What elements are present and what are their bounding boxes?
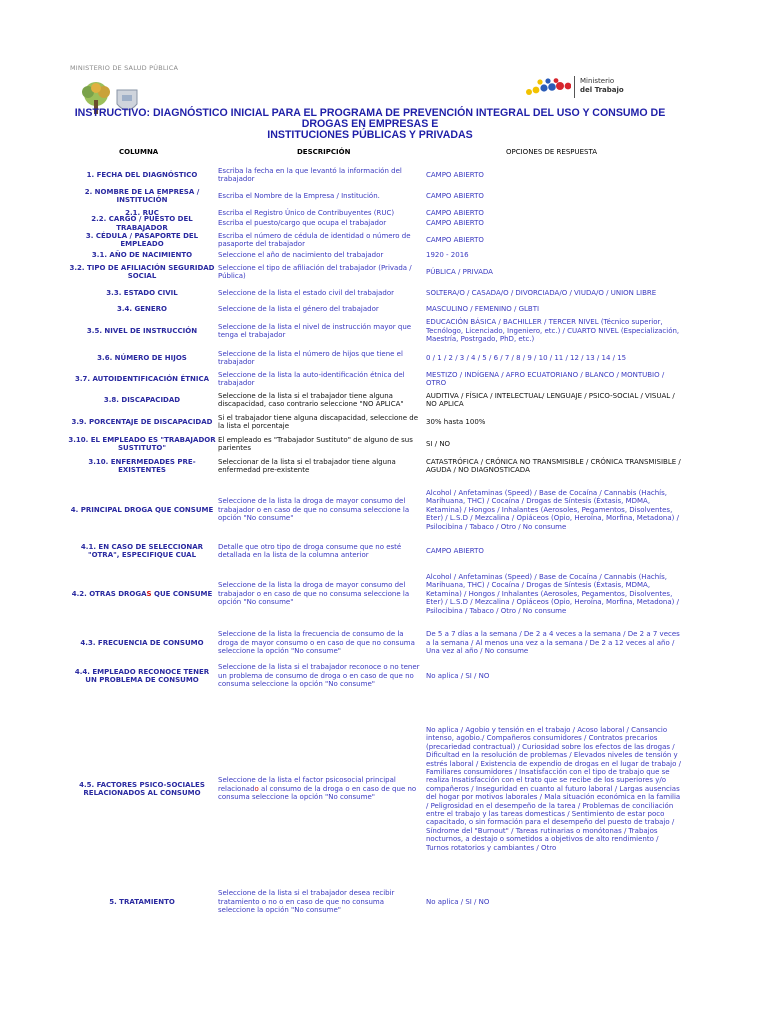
row-column-label: 3.4. GENERO: [116, 305, 167, 314]
row-description: Seleccione de la lista si el trabajador tiene alguna discapacidad, caso contrario seleccione "NO APLICA": [218, 391, 404, 408]
row-label-highlight: S: [146, 589, 152, 598]
column-header-columna: COLUMNA: [119, 148, 159, 156]
row-options: CAMPO ABIERTO: [426, 209, 484, 218]
row-options: 0 / 1 / 2 / 3 / 4 / 5 / 6 / 7 / 8 / 9 / 10 / 11 / 12 / 13 / 14 / 15: [426, 353, 627, 362]
table-row: [0, 489, 768, 531]
row-description: Escriba el número de cédula de identidad o número de pasaporte del trabajador: [218, 231, 411, 248]
row-column-label: 5. TRATAMIENTO: [109, 897, 175, 906]
row-options: CAMPO ABIERTO: [426, 191, 484, 200]
row-desc-part: al consumo de la droga o en caso de que no consuma seleccione la opción "No consume": [218, 784, 417, 802]
row-description: Seleccione de la lista el género del trabajador: [218, 305, 379, 314]
table-row: [0, 886, 768, 918]
row-options: 1920 - 2016: [426, 251, 469, 260]
row-options: No aplica / SI / NO: [426, 897, 490, 906]
row-options: CATASTRÓFICA / CRÓNICA NO TRANSMISIBLE / CRÓNICA TRANSMISIBLE / AGUDA / NO DIAGNOSTICADA: [426, 457, 681, 474]
row-options: PÚBLICA / PRIVADA: [426, 267, 493, 276]
row-description: Seleccione de la lista el estado civil del trabajador: [218, 289, 394, 298]
row-description: Seleccione el tipo de afiliación del trabajador (Privada / Pública): [218, 263, 412, 280]
row-description: Escriba el Registro Único de Contribuyentes (RUC): [218, 209, 395, 218]
row-options: Alcohol / Anfetaminas (Speed) / Base de Cocaína / Cannabis (Hachís, Marihuana, THC) / Cocaína / Drogas de Síntesis (Éxtasis, MDMA, Ketamina) / Hongos / Inhalantes (Aerosoles, Pegamentos, Disolventes, Eter) / L.S.D / Mezcalina / Opiáceos (Opio, Heroína, Morfina, Metadona) / Psilocibina / Tabaco / Otro / No consume: [426, 488, 679, 531]
table-row: [0, 215, 768, 232]
row-description: Seleccione de la lista la frecuencia de consumo de la droga de mayor consumo o en caso de que no consuma seleccione la opción "No consume": [218, 630, 415, 656]
row-options: AUDITIVA / FÍSICA / INTELECTUAL/ LENGUAJE / PSICO-SOCIAL / VISUAL / NO APLICA: [426, 391, 675, 408]
table-row: [0, 305, 768, 314]
row-column-label: 2.2. CARGO / PUESTO DEL TRABAJADOR: [91, 215, 193, 232]
table-row: [0, 413, 768, 431]
table-row: [0, 318, 768, 344]
row-options: MESTIZO / INDÍGENA / AFRO ECUATORIANO / BLANCO / MONTUBIO / OTRO: [426, 370, 665, 387]
row-column-label: 4.3. FRECUENCIA DE CONSUMO: [80, 638, 204, 647]
row-column-label: 2.1. RUC: [125, 209, 159, 218]
row-description: Seleccione de la lista el nivel de instrucción mayor que tenga el trabajador: [218, 322, 412, 339]
row-desc-part: Seleccione de la lista el factor psicosocial principal relacionad: [218, 776, 396, 793]
table-row: [0, 231, 768, 249]
row-options: EDUCACIÓN BÁSICA / BACHILLER / TERCER NIVEL (Técnico superior, Tecnólogo, Licenciado, Ingeniero, etc.) / CUARTO NIVEL (Especialización, Maestría, Postrgado, PhD, etc.): [426, 318, 680, 344]
row-column-label: 4.1. EN CASO DE SELECCIONAR "OTRA", ESPECIFIQUE CUAL: [80, 542, 204, 559]
title-line-1: INSTRUCTIVO: DIAGNÓSTICO INICIAL PARA EL PROGRAMA DE PREVENCIÓN INTEGRAL DEL USO Y CONSUMO DE DROGAS EN EMPRESAS E: [74, 107, 666, 130]
column-header-opciones: OPCIONES DE RESPUESTA: [506, 148, 598, 156]
row-options: 30% hasta 100%: [426, 417, 486, 426]
row-column-label: 4.4. EMPLEADO RECONOCE TENER UN PROBLEMA DE CONSUMO: [74, 667, 210, 684]
row-column-label: 3.6. NÚMERO DE HIJOS: [97, 353, 187, 362]
row-description: El empleado es "Trabajador Sustituto" de alguno de sus parientes: [218, 435, 413, 452]
table-row: [0, 663, 768, 689]
ministry-right-line1: Ministerio: [580, 77, 615, 85]
row-description: Escriba el puesto/cargo que ocupa el trabajador: [218, 219, 387, 228]
row-options: MASCULINO / FEMENINO / GLBTI: [426, 305, 540, 314]
row-column-label: 3.10. ENFERMEDADES PRE-EXISTENTES: [88, 457, 196, 474]
ministry-left-label: MINISTERIO DE SALUD PÚBLICA: [70, 64, 179, 72]
table-row: [0, 370, 768, 388]
row-options: CAMPO ABIERTO: [426, 235, 484, 244]
row-description: Seleccione de la lista el número de hijos que tiene el trabajador: [218, 349, 403, 366]
row-description: Si el trabajador tiene alguna discapacidad, seleccione de la lista el porcentaje: [218, 413, 419, 430]
table-row: [0, 263, 768, 281]
title-line-2: INSTITUCIONES PÚBLICAS Y PRIVADAS: [267, 129, 473, 141]
row-column-label: 3.8. DISCAPACIDAD: [103, 395, 181, 404]
table-row: [0, 349, 768, 367]
table-row: [0, 435, 768, 453]
row-column-label: 3. CÉDULA / PASAPORTE DEL EMPLEADO: [85, 231, 199, 248]
row-options: Alcohol / Anfetaminas (Speed) / Base de Cocaína / Cannabis (Hachís, Marihuana, THC) / Cocaína / Drogas de Síntesis (Éxtasis, MDMA, Ketamina) / Hongos / Inhalantes (Aerosoles, Pegamentos, Disolventes, Eter) / L.S.D / Mezcalina / Opiáceos (Opio, Heroína, Morfina, Metadona) / Psilocibina / Tabaco / Otro / No consume: [426, 572, 679, 615]
table-row: [0, 289, 768, 298]
column-header-descripcion: DESCRIPCIÓN: [297, 148, 351, 156]
row-options: De 5 a 7 días a la semana / De 2 a 4 veces a la semana / De 2 a 7 veces a la semana / Al menos una vez a la semana / De 2 a 12 veces al año / Una vez al año / No consume: [426, 630, 680, 656]
row-description: Escriba el Nombre de la Empresa / Institución.: [218, 191, 380, 200]
row-column-label: 3.10. EL EMPLEADO ES "TRABAJADOR SUSTITUTO": [68, 435, 216, 452]
row-description: Detalle que otro tipo de droga consume que no esté detallada en la lista de la columna anterior: [218, 542, 402, 559]
row-label-part: 4.2. OTRAS DROGA: [71, 589, 147, 598]
table-row: [0, 630, 768, 656]
row-column-label: 3.1. AÑO DE NACIMIENTO: [91, 251, 193, 260]
row-options: No aplica / SI / NO: [426, 671, 490, 680]
table-row: [0, 725, 768, 852]
ministerio-trabajo-logo: [525, 74, 655, 102]
row-options: SOLTERA/O / CASADA/O / DIVORCIADA/O / VIUDA/O / UNION LIBRE: [426, 289, 657, 298]
row-column-label: [68, 573, 216, 615]
row-options: CAMPO ABIERTO: [426, 546, 484, 555]
row-options: No aplica / Agobio y tensión en el trabajo / Acoso laboral / Cansancio intenso, agobio./ Compañeros consumidores / Contratos precarios (precariedad contractual) / Curiosidad sobre los efectos de las drogas / Dificultad en la resolución de problemas / Elevados niveles de tensión y estrés laboral / Existencia de expendio de drogas en el lugar de trabajo / Familiares consumidores / Insatisfacción con el tipo de trabajo que se realiza Insatisfacción con el trato que se recibe de los superiores y/o compañeros / Inseguridad en cuanto al futuro laboral / Largas ausencias del hogar por motivos laborales / Mala situación económica en la familia / Peligrosidad en el desempeño de la tarea / Problemas de conciliación entre el trabajo y las tareas domesticas / Sentimiento de estar poco capacitado, o sin formación para el desempeño del puesto de trabajo / Síndrome del "Burnout" / Tareas rutinarias o monótonas / Trabajos nocturnos, a destajo o sometidos a objetivos de alto rendimiento / Turnos rotatorios y cambiantes / Otro: [426, 725, 681, 852]
row-description: Seleccione de la lista la droga de mayor consumo del trabajador o en caso de que no consuma seleccione la opción "No consume": [218, 581, 410, 607]
row-column-label: 4. PRINCIPAL DROGA QUE CONSUME: [70, 505, 214, 514]
row-options: CAMPO ABIERTO: [426, 219, 484, 228]
row-desc-highlight: o: [254, 784, 259, 793]
row-column-label: 2. NOMBRE DE LA EMPRESA / INSTITUCIÓN: [84, 187, 200, 204]
logo-separator: [574, 76, 575, 98]
row-description: Seleccionar de la lista si el trabajador tiene alguna enfermedad pre-existente: [218, 457, 396, 474]
row-column-label: 3.5. NIVEL DE INSTRUCCIÓN: [86, 326, 198, 335]
table-row: [0, 187, 768, 205]
row-options: CAMPO ABIERTO: [426, 170, 484, 179]
table-row: [0, 542, 768, 560]
row-column-label: 1. FECHA DEL DIAGNÓSTICO: [86, 170, 198, 179]
table-row: [0, 251, 768, 260]
row-description: Seleccione de la lista la droga de mayor consumo del trabajador o en caso de que no consuma seleccione la opción "No consume": [218, 497, 410, 523]
row-column-label: 4.5. FACTORES PSICO-SOCIALES RELACIONADOS AL CONSUMO: [79, 780, 205, 797]
table-row: [0, 457, 768, 475]
row-column-label: 3.3. ESTADO CIVIL: [106, 289, 178, 298]
row-description: Seleccione de la lista si el trabajador reconoce o no tener un problema de consumo de droga o en caso de que no consuma seleccione la opción "No consume": [218, 663, 420, 689]
row-label-part: QUE CONSUME: [151, 589, 213, 598]
row-column-label: 3.7. AUTOIDENTIFICACIÓN ÉTNICA: [74, 374, 210, 383]
table-row: [0, 391, 768, 409]
row-description: Seleccione el año de nacimiento del trabajador: [218, 251, 384, 260]
table-row: [0, 166, 768, 184]
row-options: SI / NO: [426, 439, 451, 448]
flag-dots-icon: [525, 78, 571, 98]
row-column-label: 3.2. TIPO DE AFILIACIÓN SEGURIDAD SOCIAL: [69, 263, 215, 280]
table-row: [0, 573, 768, 615]
page-title: [60, 108, 680, 141]
row-description: Escriba la fecha en la que levantó la información del trabajador: [218, 166, 402, 183]
row-description: Seleccione de la lista si el trabajador desea recibir tratamiento o no o en caso de que no consuma seleccione la opción "No consume": [218, 889, 395, 915]
row-description: Seleccione de la lista la auto-identificación étnica del trabajador: [218, 370, 405, 387]
row-description: [218, 728, 420, 850]
ministry-right-line2: del Trabajo: [580, 86, 624, 94]
row-column-label: 3.9. PORCENTAJE DE DISCAPACIDAD: [71, 417, 213, 426]
